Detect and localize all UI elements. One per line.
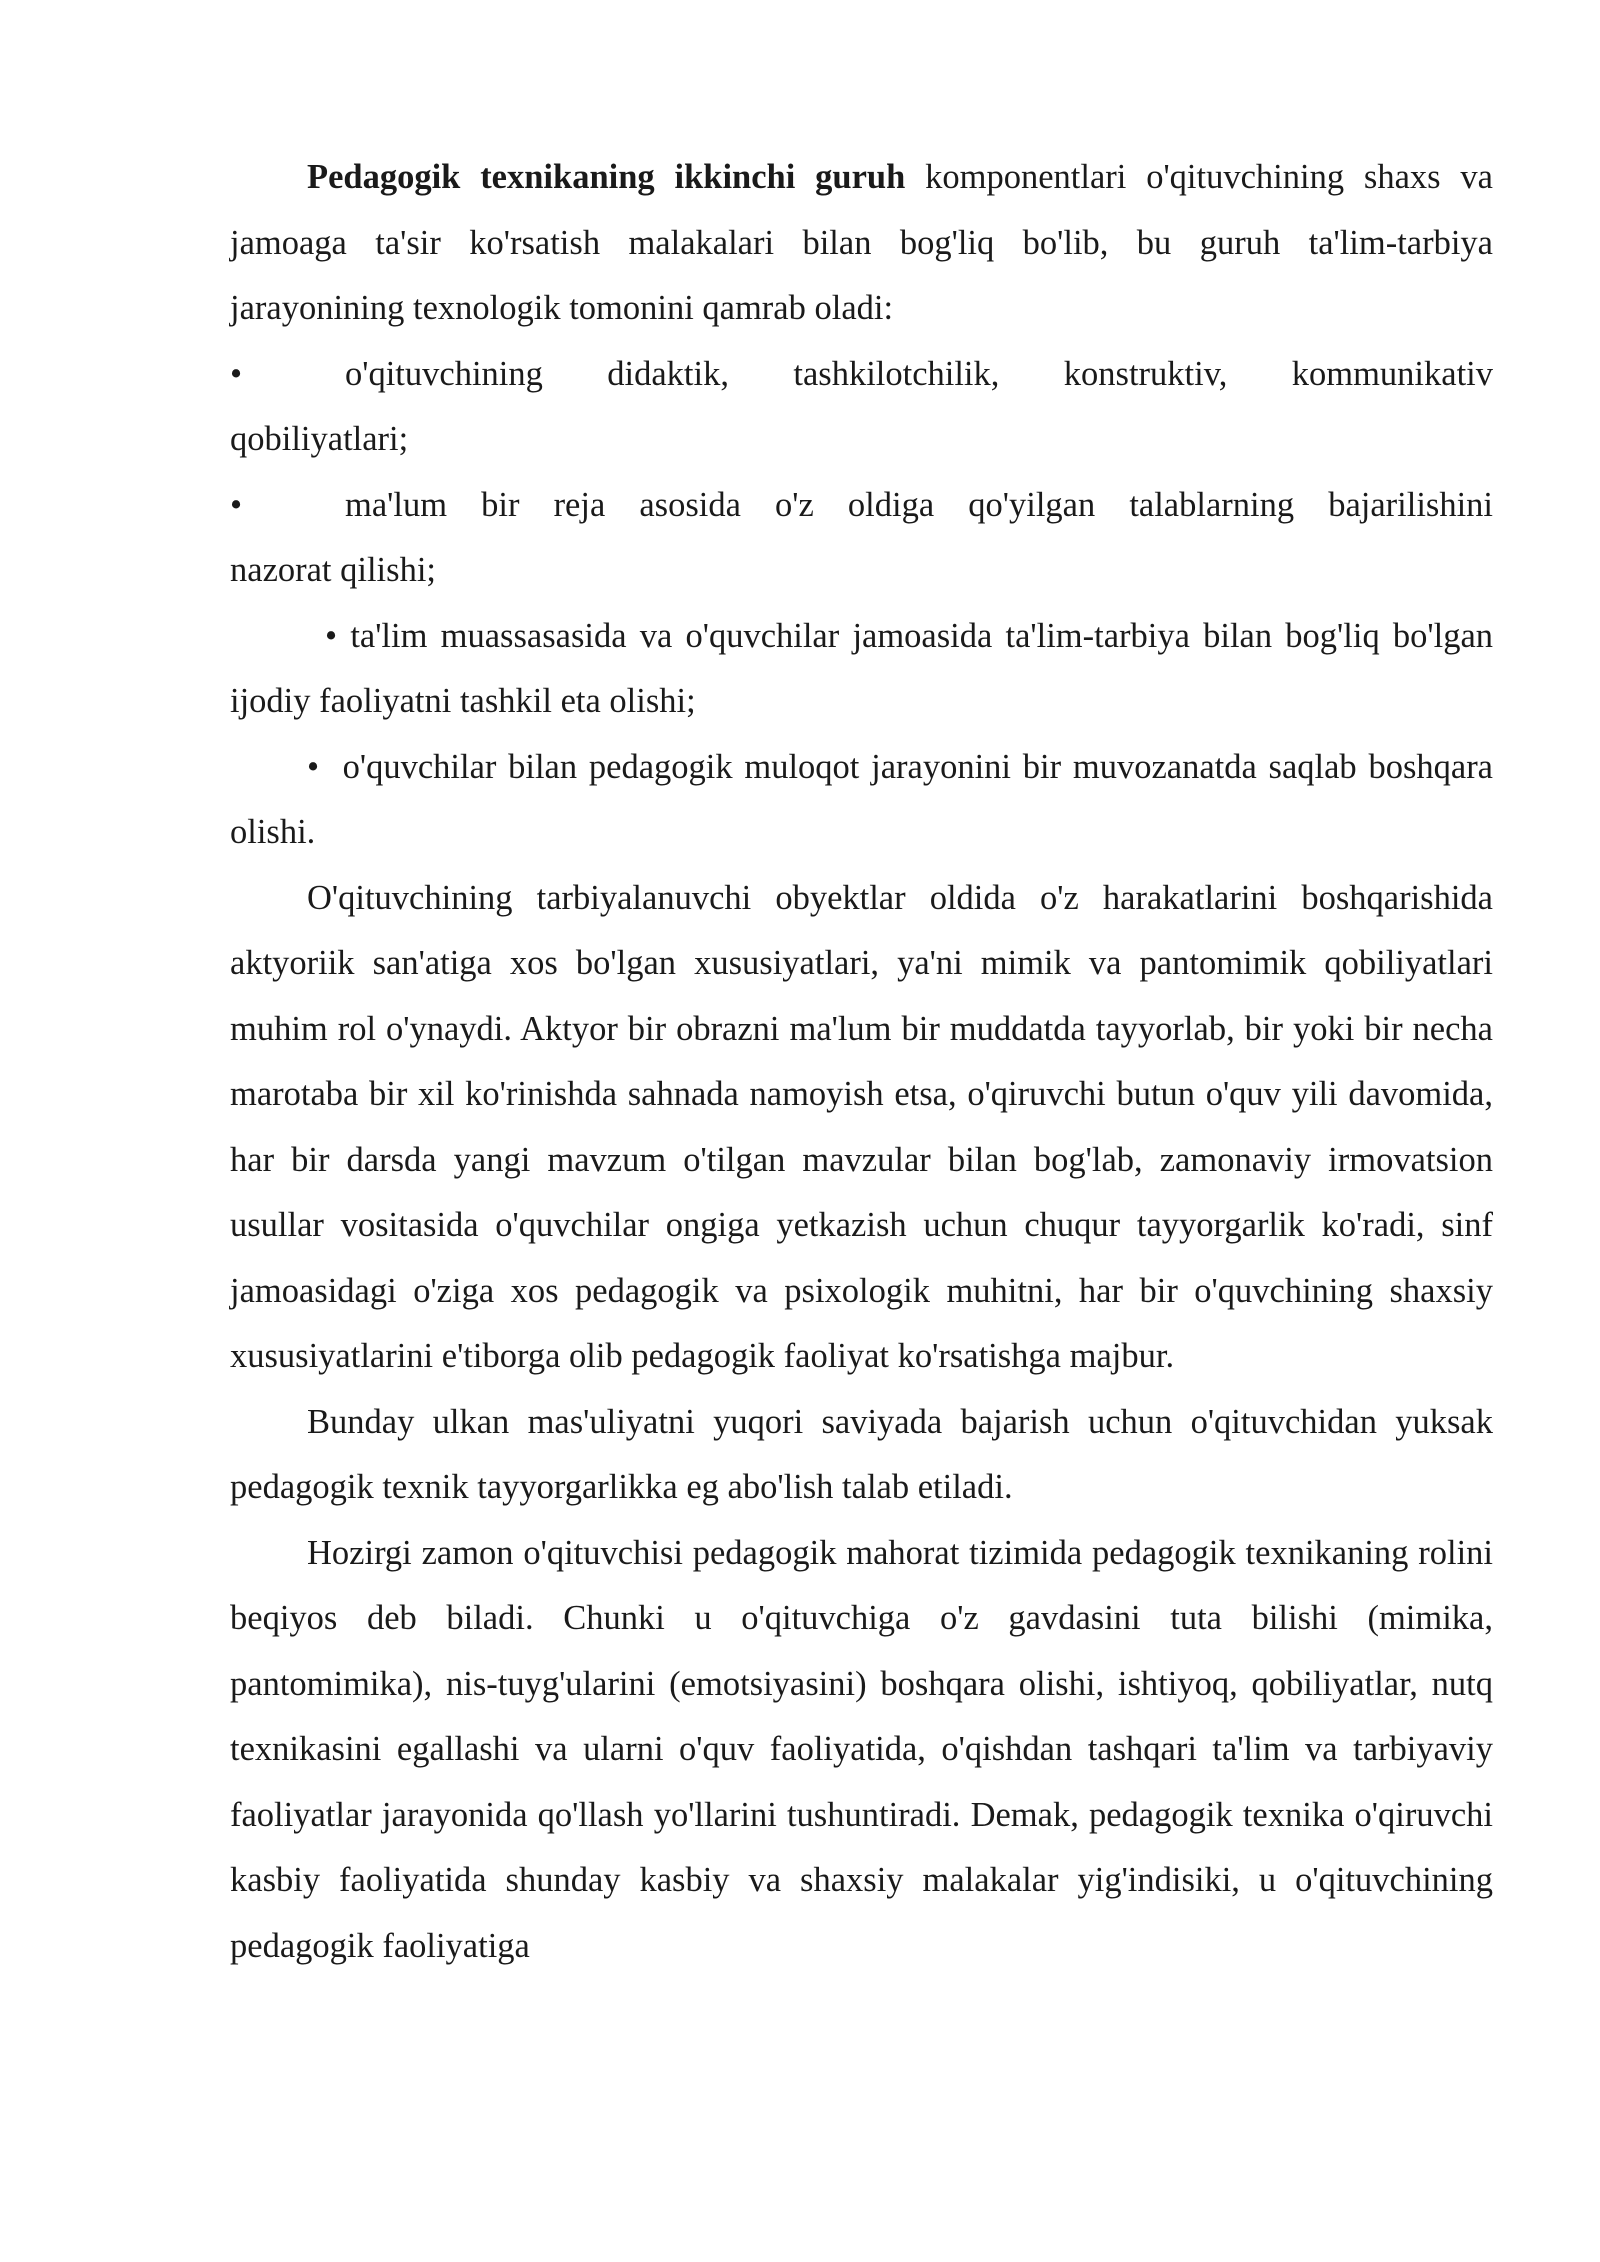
intro-text: komponentlari o'qituvchining shaxs va jamoaga ta'sir ko'rsatish malakalari bilan bog'liq bo'lib, bu guruh ta'lim-tarbiya jarayonining texnologik tomonini qamrab oladi: — [230, 158, 1493, 327]
list-item — [230, 735, 1493, 866]
list-item-text: ta'lim muassasasida va o'quvchilar jamoasida ta'lim-tarbiya bilan bog'liq bo'lgan ijodiy faoliyatni tashkil eta olishi; — [230, 616, 1494, 720]
bullet-icon: • — [230, 354, 243, 393]
bullet-icon: • — [325, 616, 338, 655]
list-item-continuation: qobiliyatlari; — [230, 420, 409, 458]
list-item-text: o'quvchilar bilan pedagogik muloqot jarayonini bir muvozanatda saqlab boshqara olishi. — [230, 747, 1493, 851]
list-item — [230, 342, 1493, 473]
paragraph-aktyorlik: O'qituvchining tarbiyalanuvchi obyektlar oldida o'z harakatlarini boshqarishida aktyoriik san'atiga xos bo'lgan xususiyatlari, ya'ni mimik va pantomimik qobiliyatlari muhim rol o'ynaydi. Aktyor bir obrazni ma'lum bir muddatda tayyorlab, bir yoki bir necha marotaba bir xil ko'rinishda sahnada namoyish etsa, o'qiruvchi butun o'quv yili davomida, har bir darsda yangi mavzum o'tilgan mavzular bilan bog'lab, zamonaviy irmovatsion usullar vositasida o'quvchilar ongiga yetkazish uchun chuqur tayyorgarlik ko'radi, sinf jamoasidagi o'ziga xos pedagogik va psixologik muhitni, har bir o'quvchining shaxsiy xususiyatlarini e'tiborga olib pedagogik faoliyat ko'rsatishga majbur. — [230, 878, 1493, 1375]
bullet-icon: • — [307, 747, 320, 786]
bold-lead-phrase: Pedagogik texnikaning ikkinchi guruh — [307, 158, 906, 196]
paragraph-hozirgi-zamon: Hozirgi zamon o'qituvchisi pedagogik mahorat tizimida pedagogik texnikaning rolini beqiyos deb biladi. Chunki u o'qituvchiga o'z gavdasini tuta bilishi (mimika, pantomimika), nis-tuyg'ularini (emotsiyasini) boshqara olishi, ishtiyoq, qobiliyatlar, nutq texnikasini egallashi va ularni o'quv faoliyatida, o'qishdan tashqari ta'lim va tarbiyaviy faoliyatlar jarayonida qo'llash yo'llarini tushuntiradi. Demak, pedagogik texnika o'qiruvchi kasbiy faoliyatida shunday kasbiy va shaxsiy malakalar yig'indisiki, u o'qituvchining pedagogik faoliyatiga — [230, 1533, 1493, 1965]
bullet-icon: • — [230, 485, 243, 524]
list-item-first-line: ma'lum bir reja asosida o'z oldiga qo'yilgan talablarning bajarilishini — [345, 485, 1493, 524]
list-item-first-line: o'qituvchining didaktik, tashkilotchilik, konstruktiv, kommunikativ — [345, 354, 1493, 393]
list-item-continuation: nazorat qilishi; — [230, 551, 436, 589]
list-item — [230, 604, 1493, 735]
document-body — [230, 145, 1493, 1979]
list-item — [230, 473, 1493, 604]
paragraph-masuliyat: Bunday ulkan mas'uliyatni yuqori saviyada bajarish uchun o'qituvchidan yuksak pedagogik texnik tayyorgarlikka eg abo'lish talab etiladi. — [230, 1402, 1493, 1506]
paragraph-intro — [230, 145, 1493, 342]
